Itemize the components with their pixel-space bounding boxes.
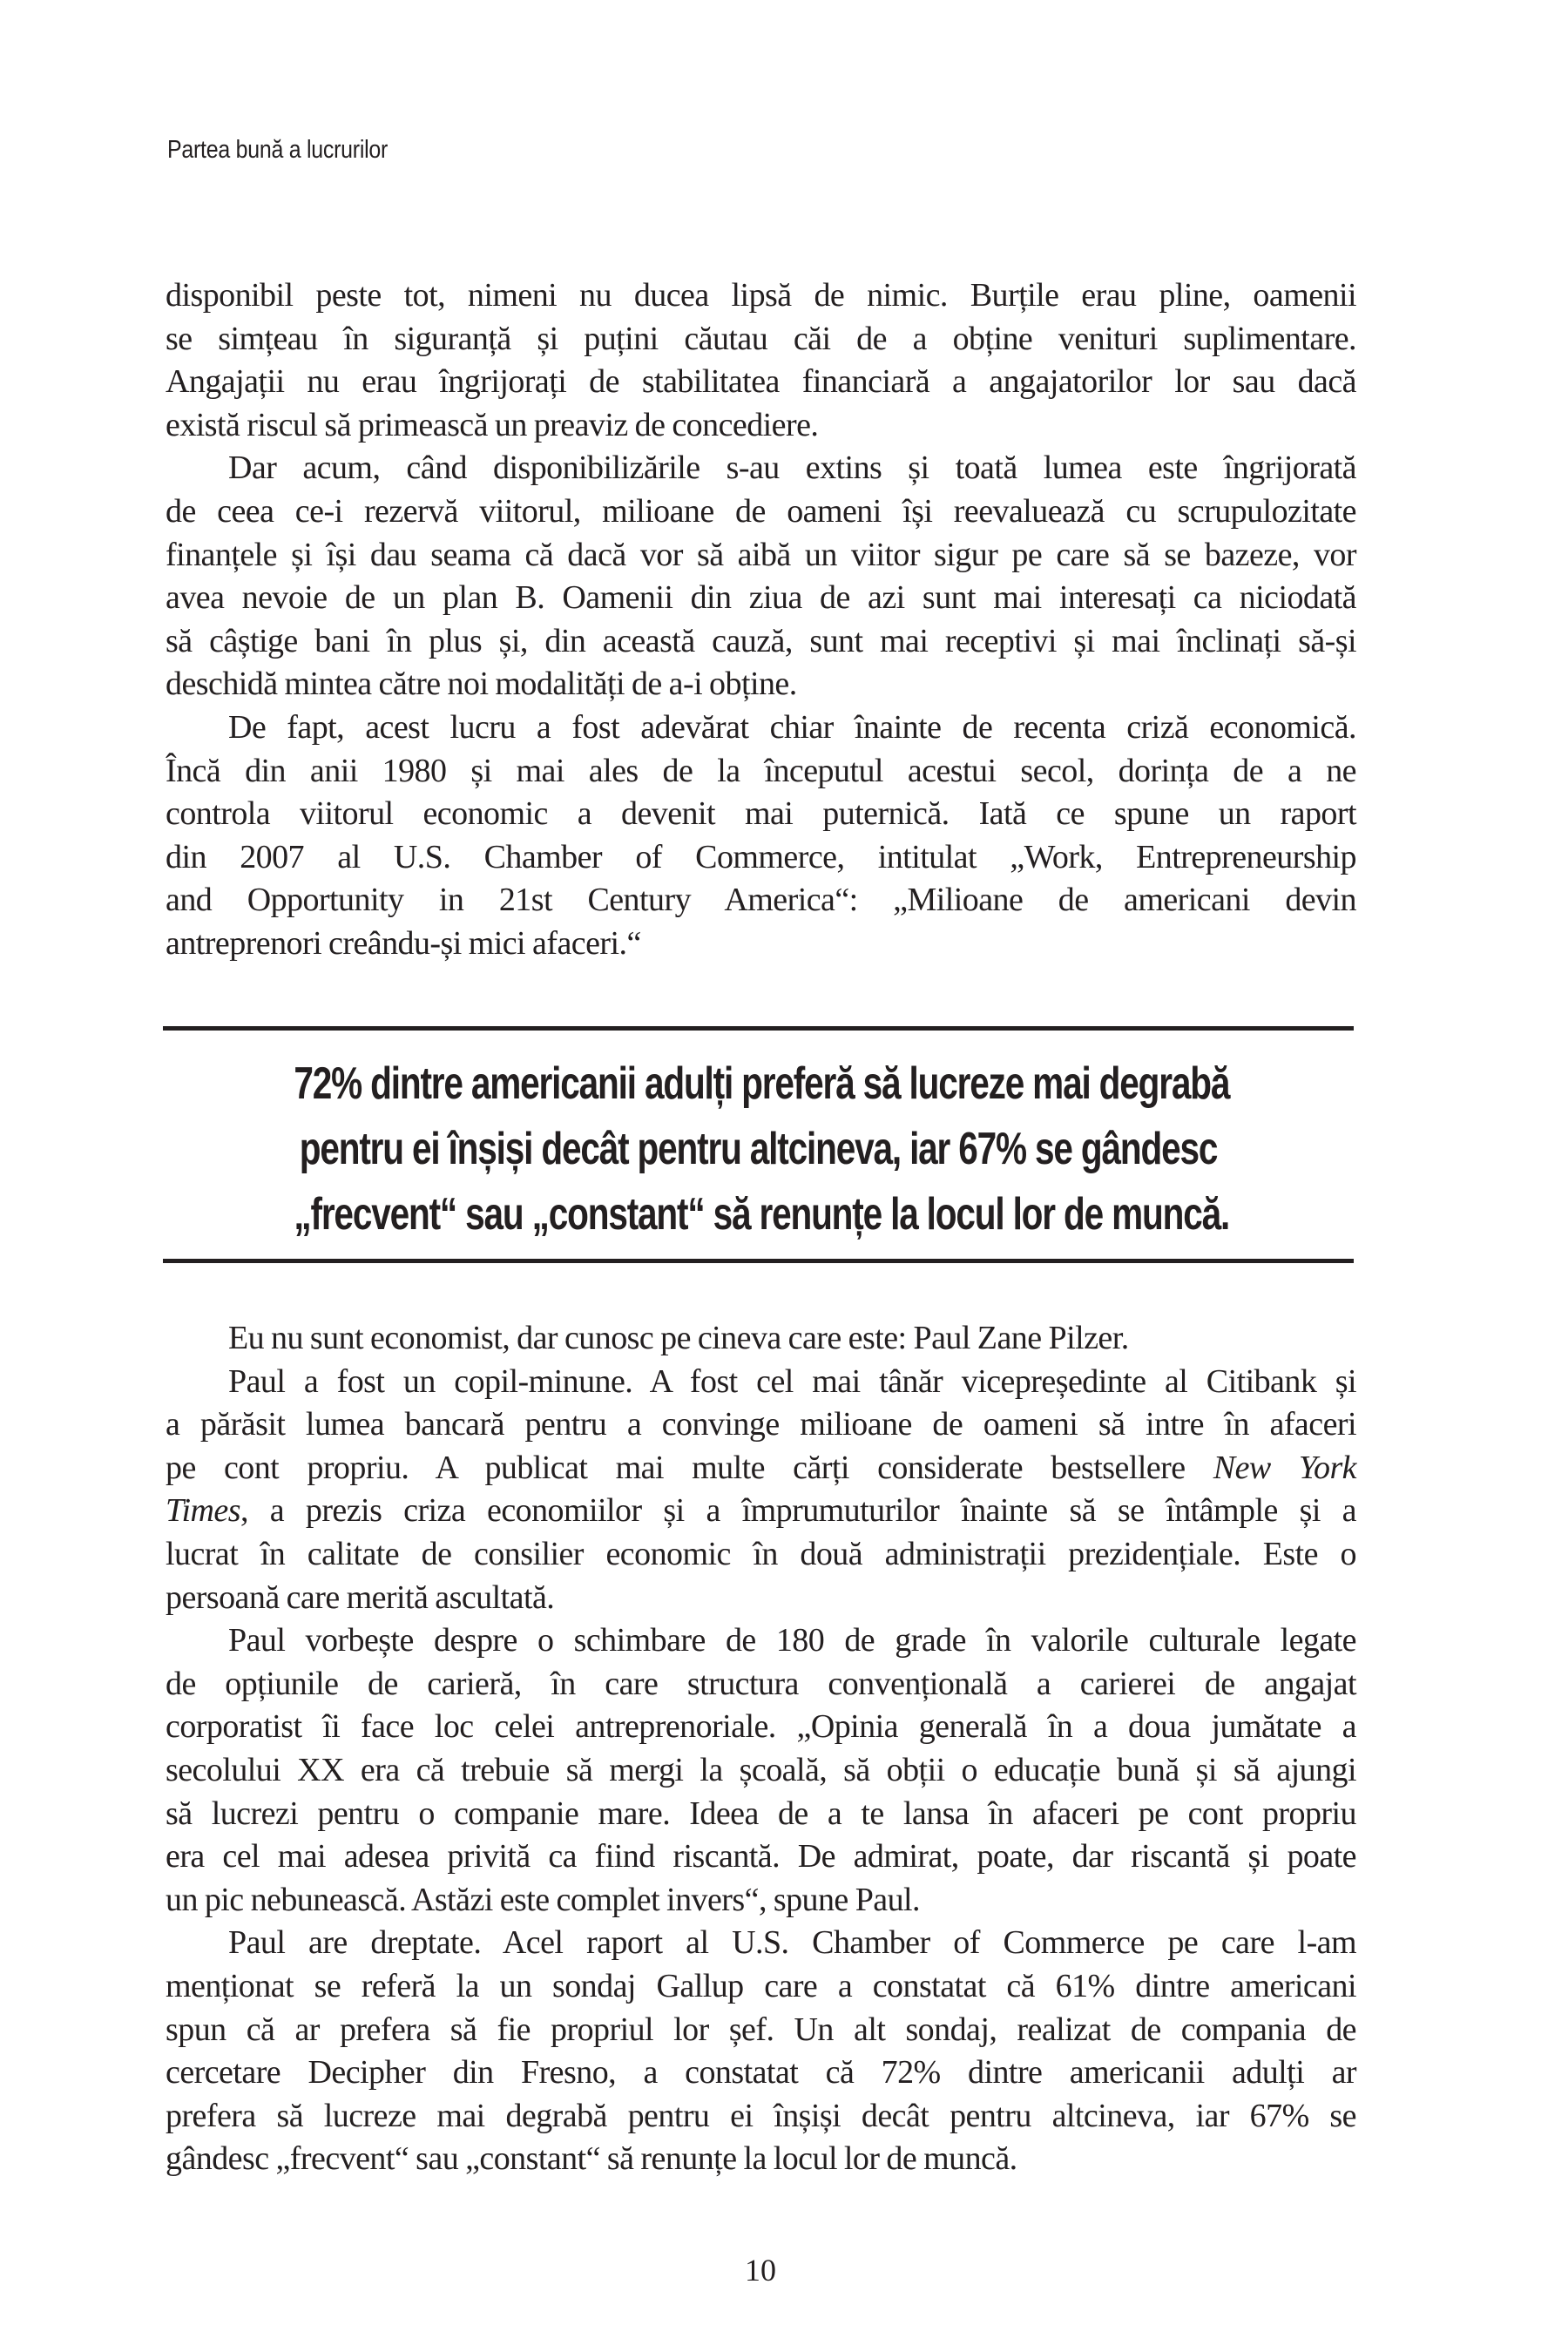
text-line [166, 1577, 1356, 1620]
text-line [166, 1361, 1356, 1404]
text-line [166, 1706, 1356, 1749]
text-line [166, 879, 1356, 923]
line-text: secolului XX era că trebuie să mergi la școală, să obții o educație bună și să ajungi [166, 1751, 1356, 1788]
line-text: avea nevoie de un plan B. Oamenii din ziua de azi sunt mai interesați ca niciodată [166, 579, 1356, 617]
line-text: Paul a fost un copil-minune. A fost cel mai tânăr vicepreședinte al Citibank și [228, 1362, 1356, 1400]
text-line [166, 1533, 1356, 1577]
pull-quote [163, 1051, 1354, 1247]
line-text: lucrat în calitate de consilier economic în două administrații prezidențiale. Este o [166, 1535, 1356, 1572]
text-line [166, 1619, 1356, 1663]
text-line [166, 2051, 1356, 2095]
text-line [166, 1749, 1356, 1793]
line-text: prefera să lucreze mai degrabă pentru ei înșiși decât pentru altcineva, iar 67% se [166, 2097, 1356, 2134]
line-text: cercetare Decipher din Fresno, a constatat că 72% dintre americanii adulți ar [166, 2054, 1356, 2092]
pull-quote-line: 72% dintre americanii adulți preferă să lucreze mai degrabă [294, 1058, 1230, 1109]
text-line [166, 318, 1356, 362]
line-text: Paul are dreptate. Acel raport al U.S. Chamber of Commerce pe care l-am [228, 1924, 1356, 1962]
line-text: a părăsit lumea bancară pentru a convinge milioane de oameni să intre în afaceri [166, 1406, 1356, 1443]
line-text: persoană care merită ascultată. [166, 1578, 555, 1616]
text-line [166, 1447, 1356, 1490]
line-text: există riscul să primească un preaviz de concediere. [166, 406, 819, 443]
pull-quote-bottom-rule [163, 1259, 1354, 1263]
text-line [166, 836, 1356, 880]
line-text: pe cont propriu. A publicat mai multe cărți considerate bestsellere [166, 1449, 1186, 1486]
line-text: disponibil peste tot, nimeni nu ducea lipsă de nimic. Burțile erau pline, oamenii [166, 277, 1356, 314]
text-line [166, 793, 1356, 836]
page-number: 10 [745, 2253, 776, 2288]
text-line [166, 447, 1356, 490]
line-text: de opțiunile de carieră, în care structura convențională a carierei de angajat [166, 1665, 1356, 1702]
text-line [166, 1879, 1356, 1923]
line-text: Angajații nu erau îngrijorați de stabilitatea financiară a angajatorilor lor sau dacă [166, 363, 1356, 401]
text-line [166, 923, 1356, 966]
line-text: Dar acum, când disponibilizările s-au extins și toată lumea este îngrijorată [228, 449, 1356, 487]
text-line [166, 706, 1356, 750]
line-text: spun că ar prefera să fie propriul lor șef. Un alt sondaj, realizat de compania de [166, 2011, 1356, 2048]
line-text: De fapt, acest lucru a fost adevărat chiar înainte de recenta criză economică. [228, 708, 1356, 746]
italic-title: New York [1213, 1449, 1357, 1486]
text-line [166, 2138, 1356, 2181]
pull-quote-top-rule [163, 1026, 1354, 1031]
line-text: de ceea ce-i rezervă viitorul, milioane de oameni își reevaluează cu scrupulozitate [166, 492, 1356, 530]
line-text: un pic nebunească. Astăzi este complet invers“, spune Paul. [166, 1881, 921, 1918]
line-text: menționat se referă la un sondaj Gallup care a constatat că 61% dintre americani [166, 1967, 1356, 2004]
line-text: , a prezis criza economiilor și a împrumuturilor înainte să se întâmple și a [240, 1492, 1356, 1530]
line-text: controla viitorul economic a devenit mai puternică. Iată ce spune un raport [166, 795, 1356, 833]
text-line [166, 1663, 1356, 1707]
text-line [166, 1922, 1356, 1965]
text-line [166, 1793, 1356, 1836]
line-text: Eu nu sunt economist, dar cunosc pe cineva care este: Paul Zane Pilzer. [228, 1320, 1129, 1356]
text-line [166, 490, 1356, 534]
text-line [166, 361, 1356, 404]
pull-quote-line: pentru ei înșiși decât pentru altcineva, iar 67% se gândesc [299, 1124, 1218, 1174]
text-line [166, 1403, 1356, 1447]
body-text-section-2 [166, 1317, 1356, 2181]
text-line [166, 1965, 1356, 2009]
text-line [166, 1490, 1356, 1533]
line-text: să câștige bani în plus și, din această cauză, sunt mai receptivi și mai înclinați să-și [166, 622, 1356, 659]
text-line [166, 577, 1356, 620]
text-line [166, 620, 1356, 664]
line-text: era cel mai adesea privită ca fiind riscantă. De admirat, poate, dar riscantă și poate [166, 1838, 1356, 1876]
line-text: gândesc „frecvent“ sau „constant“ să renunțe la locul lor de muncă. [166, 2140, 1017, 2178]
pull-quote-line: „frecvent“ sau „constant“ să renunțe la locul lor de muncă. [294, 1189, 1230, 1240]
line-text: se simțeau în siguranță și puțini căutau căi de a obține venituri suplimentare. [166, 320, 1356, 357]
line-text: finanțele și își dau seama că dacă vor să aibă un viitor sigur pe care să se bazeze, vor [166, 536, 1356, 573]
italic-title: Times [166, 1492, 240, 1530]
text-line [166, 663, 1356, 706]
text-line [166, 1835, 1356, 1879]
text-line [166, 2009, 1356, 2052]
running-head-title: Partea bună a lucrurilor [167, 136, 389, 164]
line-text: and Opportunity in 21st Century America“: „Milioane de americani devin [166, 882, 1356, 919]
line-text: din 2007 al U.S. Chamber of Commerce, intitulat „Work, Entrepreneurship [166, 838, 1356, 875]
line-text: Încă din anii 1980 și mai ales de la începutul acestui secol, dorința de a ne [166, 752, 1356, 789]
text-line [166, 1317, 1356, 1361]
line-text: Paul vorbește despre o schimbare de 180 de grade în valorile culturale legate [228, 1622, 1356, 1659]
line-text: antreprenori creându-și mici afaceri.“ [166, 924, 641, 962]
text-line [166, 274, 1356, 318]
line-text: corporatist îi face loc celei antreprenoriale. „Opinia generală în a doua jumătate a [166, 1708, 1356, 1746]
body-text-section-1 [166, 274, 1356, 966]
line-text: deschidă mintea către noi modalități de a-i obține. [166, 666, 797, 703]
text-line [166, 2095, 1356, 2139]
text-line [166, 404, 1356, 448]
text-line [166, 750, 1356, 794]
text-line [166, 534, 1356, 578]
line-text: să lucrezi pentru o companie mare. Ideea de a te lansa în afaceri pe cont propriu [166, 1794, 1356, 1832]
